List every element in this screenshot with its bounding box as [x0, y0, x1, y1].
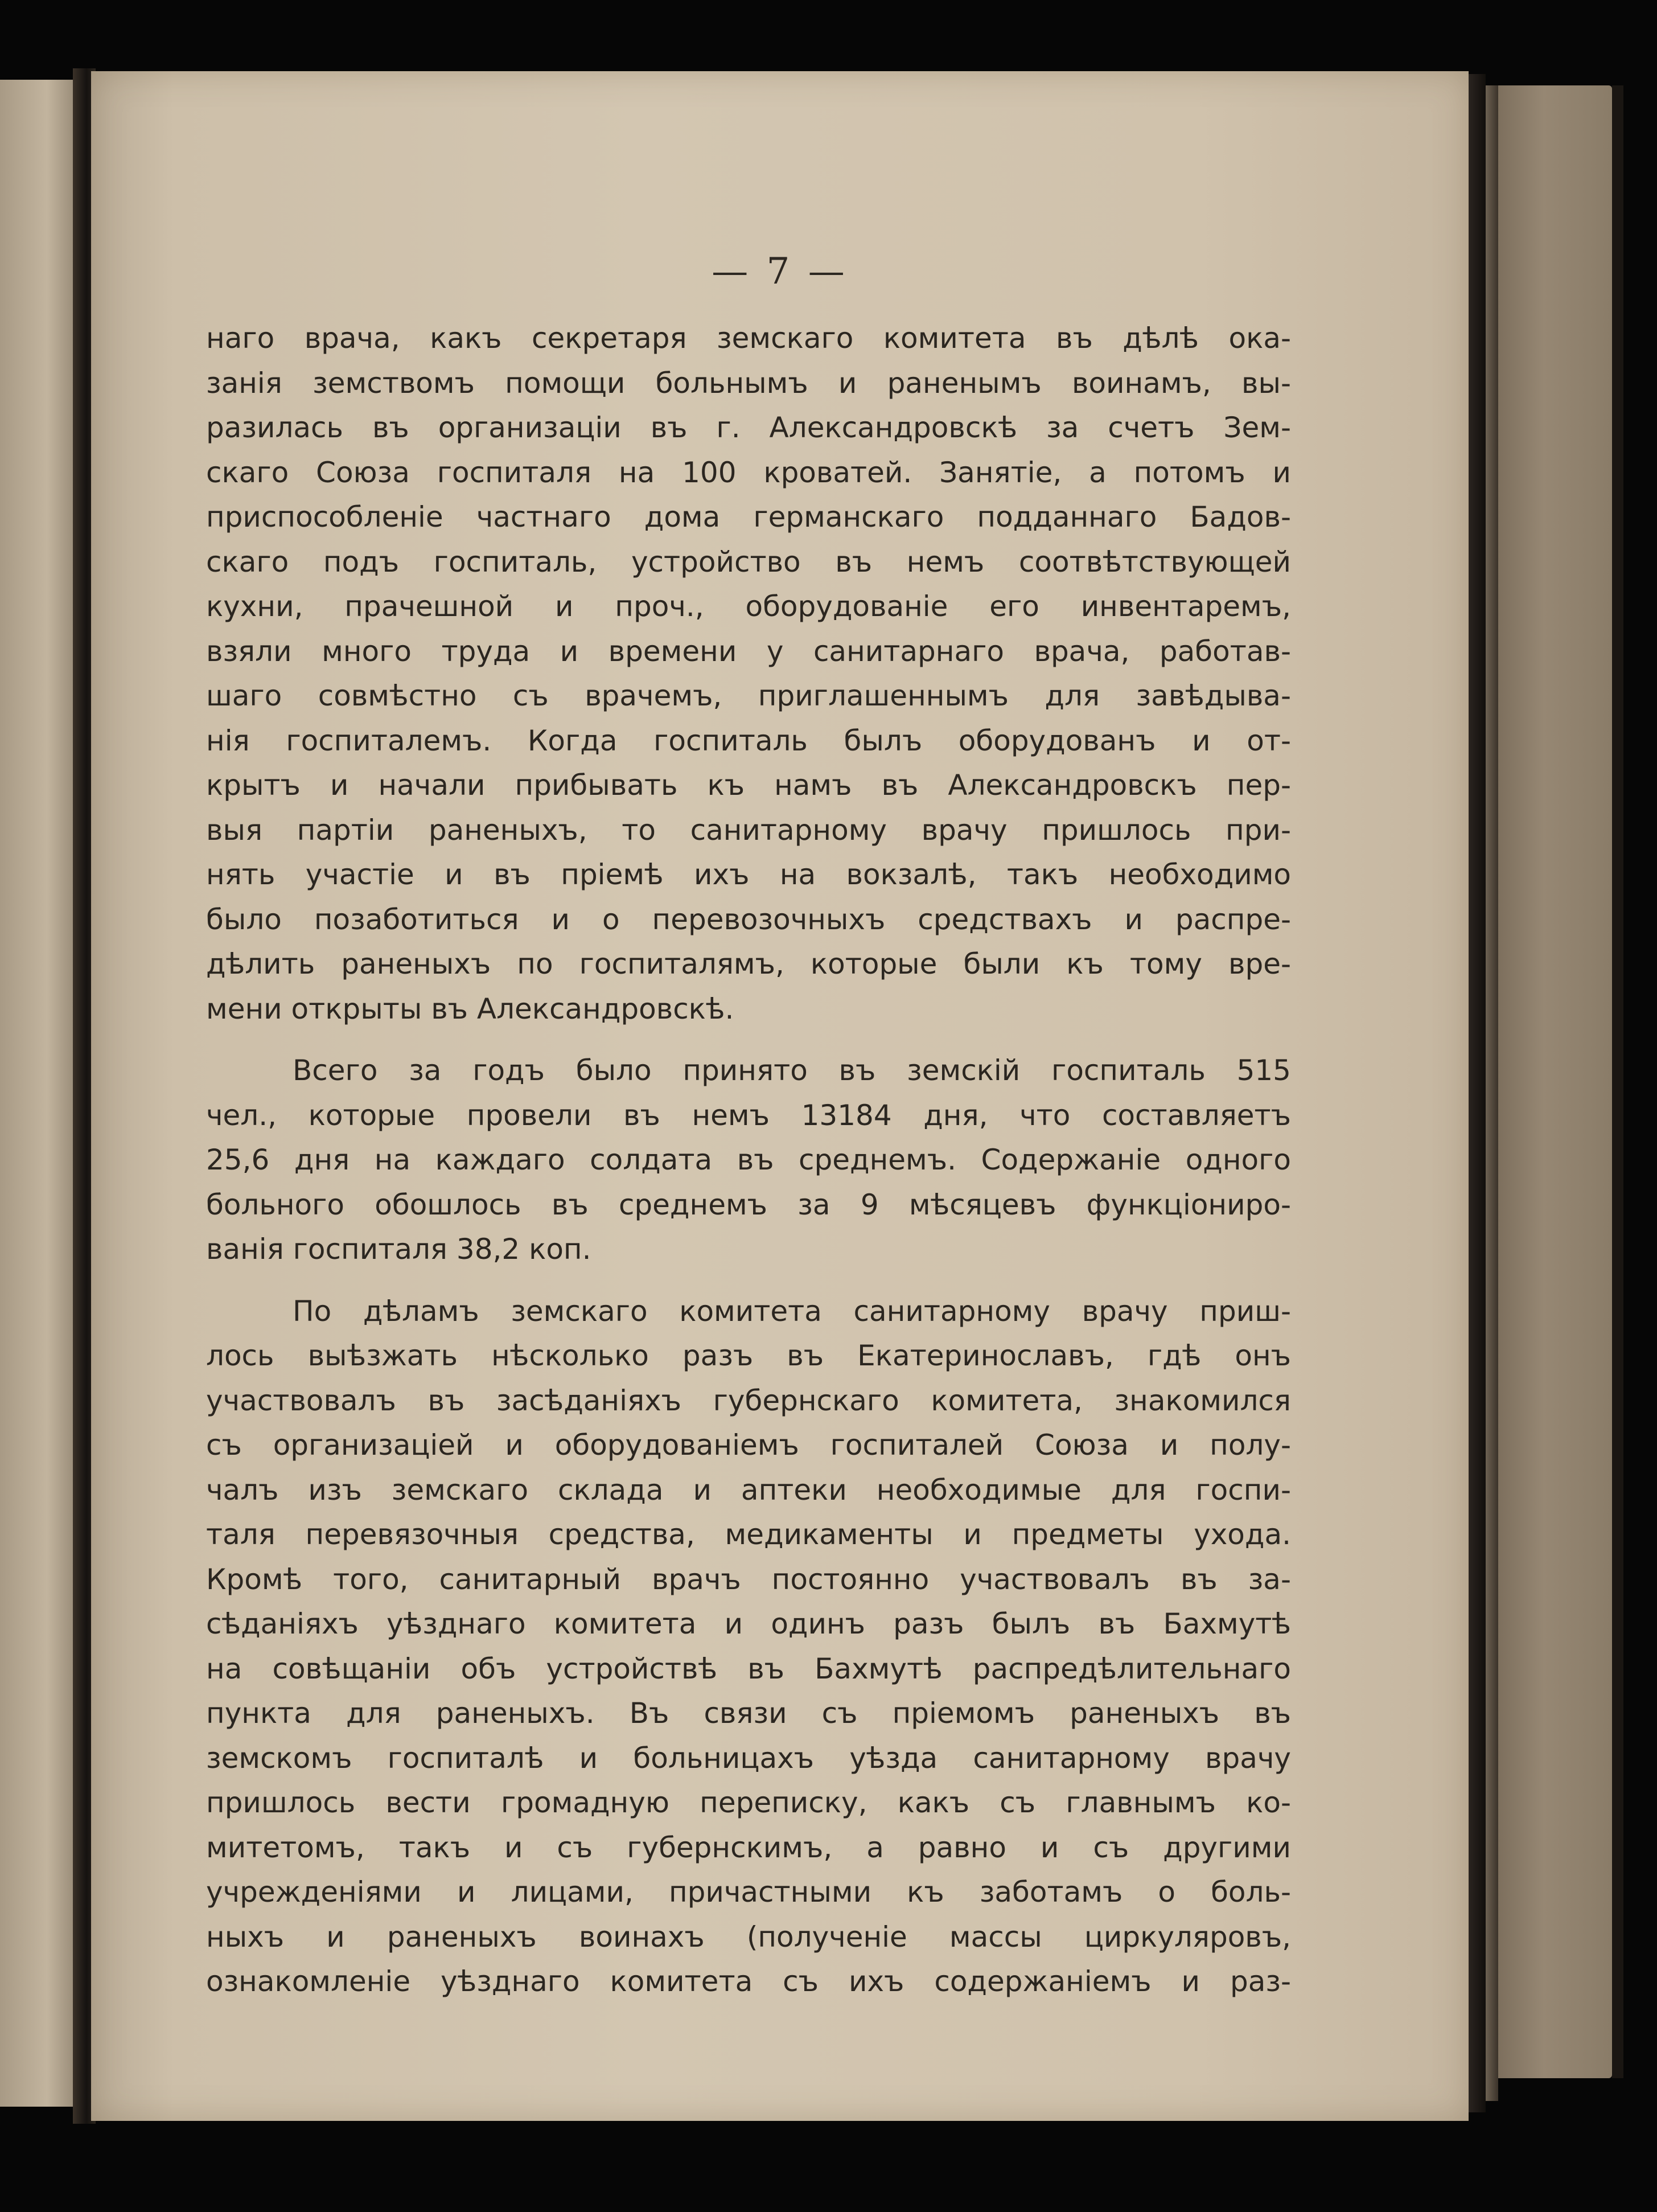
body-text: [206, 316, 1291, 2004]
text-line: шаго совмѣстно съ врачемъ, приглашеннымъ для завѣдыва-: [206, 679, 1291, 712]
paragraph-gap: [206, 1031, 1291, 1048]
text-line: занія земствомъ помощи больнымъ и раненымъ воинамъ, вы-: [206, 366, 1291, 400]
text-line: ванія госпиталя 38,2 коп.: [206, 1233, 591, 1266]
text-line: нять участіе и въ пріемѣ ихъ на вокзалѣ, такъ необходимо: [206, 858, 1291, 891]
text-line: пункта для раненыхъ. Въ связи съ пріемомъ раненыхъ въ: [206, 1697, 1291, 1730]
text-line: мени открыты въ Александровскѣ.: [206, 992, 734, 1025]
text-line: таля перевязочныя средства, медикаменты и предметы ухода.: [206, 1518, 1291, 1551]
page-stack-shadow: [1469, 74, 1486, 2112]
page-stack-edges: [1498, 85, 1612, 2078]
text-line: земскомъ госпиталѣ и больницахъ уѣзда санитарному врачу: [206, 1741, 1291, 1775]
text-line: ныхъ и раненыхъ воинахъ (полученіе массы циркуляровъ,: [206, 1920, 1291, 1954]
text-line: участвовалъ въ засѣданіяхъ губернскаго комитета, знакомился: [206, 1384, 1291, 1417]
text-line: дѣлить раненыхъ по госпиталямъ, которые были къ тому вре-: [206, 947, 1291, 980]
text-line: чел., которые провели въ немъ 13184 дня, что составляетъ: [206, 1098, 1291, 1132]
page-stack-edge: [1486, 85, 1498, 2101]
text-line: Всего за годъ было принято въ земскій госпиталь 515: [293, 1054, 1291, 1087]
text-line: приспособленіе частнаго дома германскаго подданнаго Бадов-: [206, 500, 1291, 533]
text-line: сѣданіяхъ уѣзднаго комитета и одинъ разъ былъ въ Бахмутѣ: [206, 1607, 1291, 1640]
text-line: лось выѣзжать нѣсколько разъ въ Екатеринославъ, гдѣ онъ: [206, 1339, 1291, 1372]
text-line: наго врача, какъ секретаря земскаго комитета въ дѣлѣ ока-: [206, 322, 1291, 355]
text-line: выя партіи раненыхъ, то санитарному врачу пришлось при-: [206, 813, 1291, 847]
page-stack-outer: [1612, 85, 1623, 2078]
text-line: 25,6 дня на каждаго солдата въ среднемъ. Содержаніе одного: [206, 1143, 1291, 1176]
text-line: разилась въ организаціи въ г. Александровскѣ за счетъ Зем-: [206, 411, 1291, 444]
text-line: кухни, прачешной и проч., оборудованіе его инвентаремъ,: [206, 590, 1291, 623]
text-line: Кромѣ того, санитарный врачъ постоянно участвовалъ въ за-: [206, 1562, 1291, 1596]
paragraph-gap: [206, 1272, 1291, 1289]
text-line: скаго Союза госпиталя на 100 кроватей. Занятіе, а потомъ и: [206, 455, 1291, 489]
text-line: ознакомленіе уѣзднаго комитета съ ихъ содержаніемъ и раз-: [206, 1965, 1291, 1998]
page-number: — 7 —: [712, 251, 848, 293]
text-line: съ организаціей и оборудованіемъ госпиталей Союза и полу-: [206, 1429, 1291, 1462]
text-line: больного обошлось въ среднемъ за 9 мѣсяцевъ функціониро-: [206, 1188, 1291, 1221]
text-line: было позаботиться и о перевозочныхъ средствахъ и распре-: [206, 902, 1291, 936]
text-line: взяли много труда и времени у санитарнаго врача, работав-: [206, 634, 1291, 668]
text-line: крытъ и начали прибывать къ намъ въ Александровскъ пер-: [206, 769, 1291, 802]
text-line: пришлось вести громадную переписку, какъ съ главнымъ ко-: [206, 1786, 1291, 1819]
text-line: чалъ изъ земскаго склада и аптеки необходимые для госпи-: [206, 1473, 1291, 1507]
text-line: По дѣламъ земскаго комитета санитарному врачу приш-: [293, 1294, 1291, 1328]
text-line: учрежденіями и лицами, причастными къ заботамъ о боль-: [206, 1876, 1291, 1909]
text-line: на совѣщаніи объ устройствѣ въ Бахмутѣ распредѣлительнаго: [206, 1652, 1291, 1685]
text-line: скаго подъ госпиталь, устройство въ немъ соотвѣтствующей: [206, 545, 1291, 578]
text-line: нія госпиталемъ. Когда госпиталь былъ оборудованъ и от-: [206, 724, 1291, 757]
text-line: митетомъ, такъ и съ губернскимъ, а равно и съ другими: [206, 1831, 1291, 1864]
document-page: [91, 71, 1469, 2121]
